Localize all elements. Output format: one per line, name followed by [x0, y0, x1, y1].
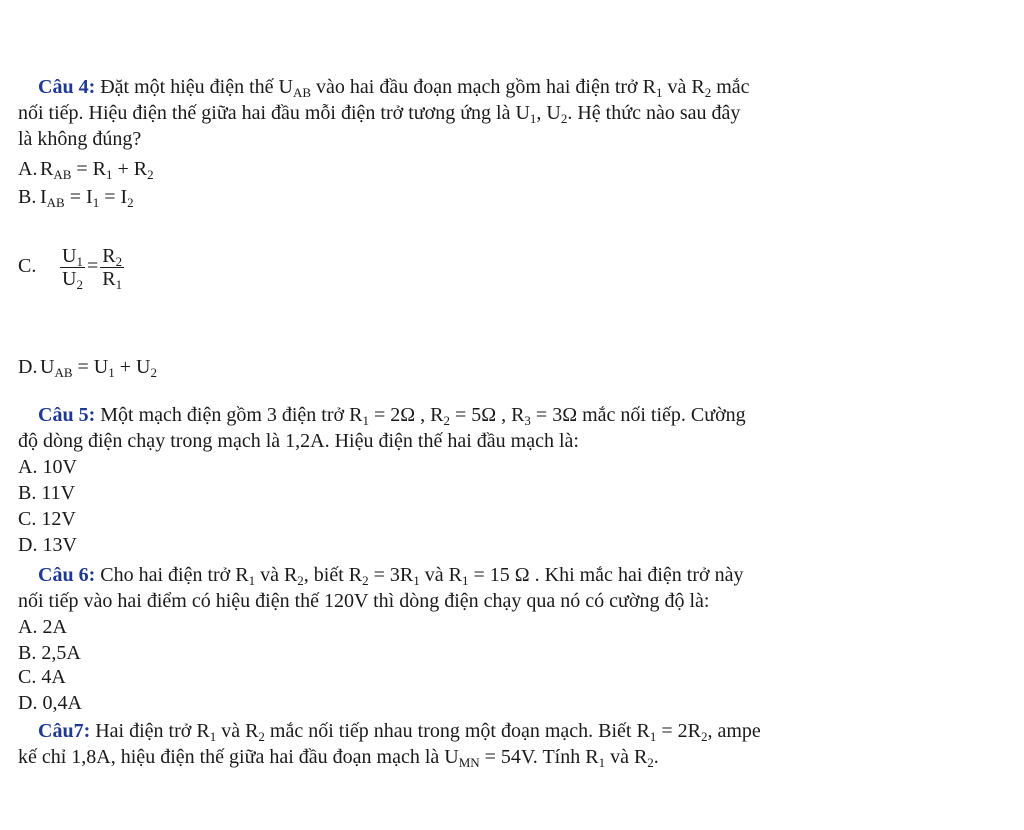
q4-option-a: [18, 158, 154, 180]
q5-option-b: B. 11V: [18, 482, 76, 504]
frac-text: U: [62, 244, 77, 267]
q7-sub: 1: [209, 729, 217, 744]
q5-option-c: C. 12V: [18, 508, 76, 530]
q4-sub: AB: [46, 195, 65, 210]
q6-text: Cho hai điện trở R: [95, 564, 249, 586]
option-label: C.: [18, 255, 37, 277]
q4-text: = I: [64, 186, 93, 208]
q4-text: mắc: [711, 76, 750, 98]
q6-line-1: [38, 564, 743, 586]
q4-text: I: [40, 186, 47, 208]
q5-text: Một mạch điện gồm 3 điện trở R: [95, 404, 363, 426]
q7-sub: 1: [598, 755, 606, 770]
q5-option-d: D. 13V: [18, 534, 77, 556]
q4-sub: 1: [106, 167, 113, 182]
fraction-r2-r1: [100, 245, 124, 290]
q5-line-2: độ dòng điện chạy trong mạch là 1,2A. Hiệu điện thế hai đầu mạch là:: [18, 430, 579, 452]
q5-sub: 3: [524, 413, 531, 428]
q7-text: = 54V. Tính R: [479, 746, 599, 768]
q5-text: = 2Ω , R: [368, 404, 444, 426]
q6-option-b: B. 2,5A: [18, 642, 81, 664]
q7-sub: MN: [458, 755, 480, 770]
q6-text: = 3R: [368, 564, 414, 586]
q5-text: = 5Ω , R: [449, 404, 525, 426]
q7-text: .: [653, 746, 659, 768]
q7-sub: 2: [700, 729, 708, 744]
q4-option-c: [18, 242, 126, 290]
q4-text: + R: [112, 158, 148, 180]
option-label: A.: [18, 158, 38, 180]
q6-sub: 1: [248, 573, 256, 588]
q4-sub: AB: [54, 365, 73, 380]
q4-sub: AB: [292, 85, 312, 100]
q7-heading: Câu7:: [38, 720, 91, 742]
q4-text: R: [40, 158, 54, 180]
q4-text: . Hệ thức nào sau đây: [567, 102, 741, 124]
q5-line-1: [38, 404, 746, 426]
q6-option-d: D. 0,4A: [18, 692, 82, 714]
option-label: B.: [18, 186, 37, 208]
fraction-u1-u2: [60, 245, 85, 290]
q4-sub: 1: [529, 111, 537, 126]
q4-text: = R: [71, 158, 107, 180]
q4-sub: 2: [147, 167, 154, 182]
q6-text: , biết R: [303, 564, 363, 586]
q7-line-2: [18, 746, 659, 768]
q4-sub: 2: [560, 111, 568, 126]
q4-text: = U: [72, 356, 109, 378]
q7-sub: 2: [258, 729, 265, 744]
frac-sub: 2: [76, 276, 83, 292]
q5-sub: 1: [362, 413, 369, 428]
q7-text: , ampe: [707, 720, 761, 742]
q5-sub: 2: [443, 413, 450, 428]
q4-text: và R: [662, 76, 705, 98]
q6-line-2: nối tiếp vào hai điểm có hiệu điện thế 120V thì dòng điện chạy qua nó có cường độ là:: [18, 590, 710, 612]
q7-text: kế chỉ 1,8A, hiệu điện thế giữa hai đầu đoạn mạch là U: [18, 746, 459, 768]
frac-sub: 2: [115, 253, 123, 269]
frac-text: U: [62, 267, 77, 290]
q6-sub: 1: [413, 573, 420, 588]
frac-sub: 1: [76, 253, 83, 269]
q4-text: + U: [114, 356, 151, 378]
equals-sign: =: [86, 255, 99, 277]
q7-sub: 2: [647, 755, 654, 770]
q6-text: và R: [255, 564, 298, 586]
q6-option-c: C. 4A: [18, 666, 66, 688]
q5-heading: Câu 5:: [38, 404, 96, 426]
q4-option-b: [18, 186, 134, 208]
q4-text: , U: [536, 102, 561, 124]
q7-sub: 1: [649, 729, 657, 744]
q4-line-2: [18, 102, 740, 124]
q7-text: = 2R: [656, 720, 701, 742]
option-label: D.: [18, 356, 38, 378]
frac-sub: 1: [115, 276, 123, 292]
q4-sub: AB: [53, 167, 72, 182]
q7-text: và R: [216, 720, 259, 742]
q4-option-d: [18, 356, 157, 378]
q4-sub: 1: [108, 365, 115, 380]
q6-text: = 15 Ω . Khi mắc hai điện trở này: [468, 564, 744, 586]
q6-text: và R: [419, 564, 462, 586]
q4-sub: 2: [127, 195, 134, 210]
q6-sub: 2: [297, 573, 304, 588]
q6-option-a: A. 2A: [18, 616, 67, 638]
q4-sub: 2: [150, 365, 157, 380]
q4-text: vào hai đầu đoạn mạch gồm hai điện trở R: [311, 76, 656, 98]
frac-text: R: [102, 267, 116, 290]
q4-line-3: là không đúng?: [18, 128, 142, 150]
q4-sub: 2: [704, 85, 712, 100]
q6-sub: 2: [362, 573, 369, 588]
q6-heading: Câu 6:: [38, 564, 96, 586]
q4-text: = I: [99, 186, 128, 208]
q4-sub: 1: [655, 85, 663, 100]
q5-text: = 3Ω mắc nối tiếp. Cường: [530, 404, 746, 426]
frac-text: R: [102, 244, 116, 267]
q4-heading: Câu 4:: [38, 76, 96, 98]
q4-text: U: [40, 356, 55, 378]
q4-line-1: [38, 76, 750, 98]
q4-text: nối tiếp. Hiệu điện thế giữa hai đầu mỗi điện trở tương ứng là U: [18, 102, 530, 124]
q6-sub: 1: [461, 573, 469, 588]
q7-text: mắc nối tiếp nhau trong một đoạn mạch. Biết R: [264, 720, 650, 742]
q7-text: Hai điện trở R: [90, 720, 210, 742]
q5-option-a: A. 10V: [18, 456, 77, 478]
q7-line-1: [38, 720, 761, 742]
q4-text: Đặt một hiệu điện thế U: [95, 76, 293, 98]
q7-text: và R: [605, 746, 648, 768]
q4-sub: 1: [92, 195, 100, 210]
